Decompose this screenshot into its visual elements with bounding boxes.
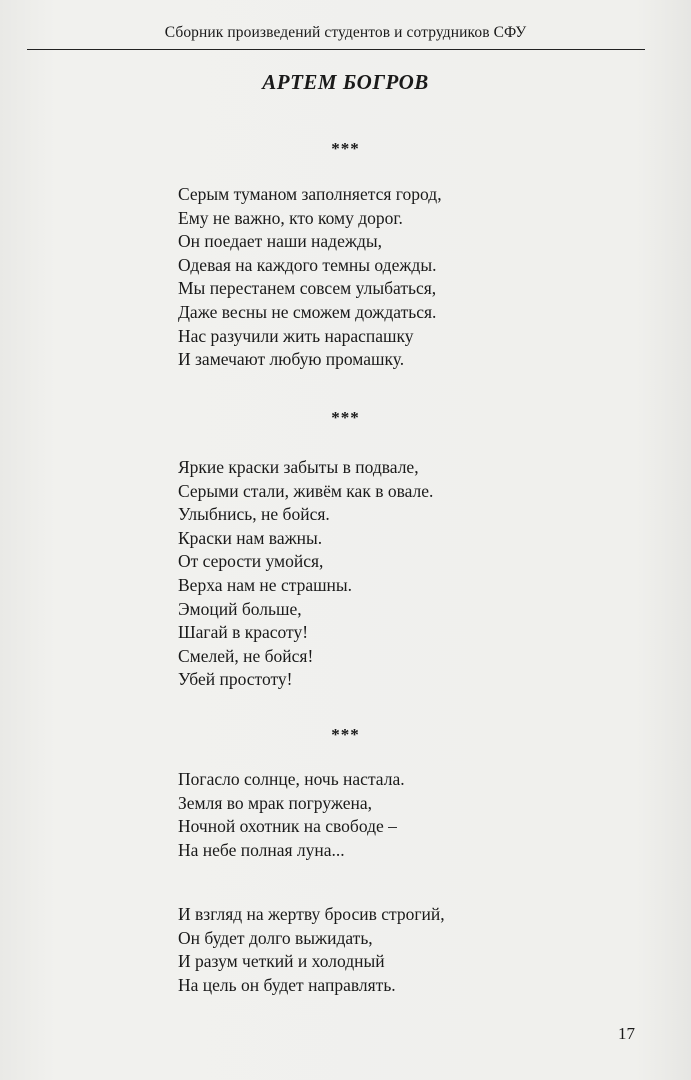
poem-line: На небе полная луна...	[178, 839, 345, 860]
poem-line: Он будет долго выжидать,	[178, 927, 373, 948]
poem-line: На цель он будет направлять.	[178, 974, 396, 995]
poem-3-separator: ***	[331, 725, 360, 744]
poem-line: Серым туманом заполняется город,	[178, 184, 442, 204]
header-rule	[27, 49, 645, 50]
poem-3-stanza-2	[178, 903, 445, 997]
poem-line: Серыми стали, живём как в овале.	[178, 480, 434, 501]
author-name: АРТЕМ БОГРОВ	[262, 70, 429, 94]
poem-line: Краски нам важны.	[178, 527, 323, 548]
page-number: 17	[618, 1024, 635, 1043]
poem-line: Одевая на каждого темны одежды.	[178, 254, 437, 275]
poem-line: Верха нам не страшны.	[178, 574, 353, 595]
poem-1-stanza-1	[178, 183, 442, 372]
running-header: Сборник произведений студентов и сотрудников СФУ	[164, 24, 527, 41]
poem-line: И взгляд на жертву бросив строгий,	[178, 904, 445, 924]
poem-line: Он поедает наши надежды,	[178, 231, 382, 252]
poem-line: Земля во мрак погружена,	[178, 792, 372, 813]
poem-line: И замечают любую промашку.	[178, 349, 405, 370]
poem-line: Нас разучили жить нараспашку	[178, 325, 414, 346]
poem-line: Погасло солнце, ночь настала.	[178, 769, 405, 789]
poem-2-stanza-1	[178, 456, 433, 692]
poem-line: И разум четкий и холодный	[178, 951, 385, 972]
poem-line: Эмоций больше,	[178, 598, 302, 619]
poem-line: Шагай в красоту!	[178, 622, 309, 643]
poem-line: Даже весны не сможем дождаться.	[178, 301, 437, 322]
poem-line: Ночной охотник на свободе –	[178, 816, 397, 837]
poem-line: Улыбнись, не бойся.	[178, 504, 330, 525]
poem-line: Мы перестанем совсем улыбаться,	[178, 278, 437, 299]
poem-line: Убей простоту!	[178, 669, 293, 690]
poem-2-separator: ***	[331, 408, 360, 427]
poem-line: Яркие краски забыты в подвале,	[178, 457, 419, 477]
poem-1-separator: ***	[331, 139, 360, 158]
poem-line: Ему не важно, кто кому дорог.	[178, 207, 403, 228]
poem-line: От серости умойся,	[178, 551, 324, 572]
poem-line: Смелей, не бойся!	[178, 645, 314, 666]
poem-3-stanza-1	[178, 768, 405, 862]
